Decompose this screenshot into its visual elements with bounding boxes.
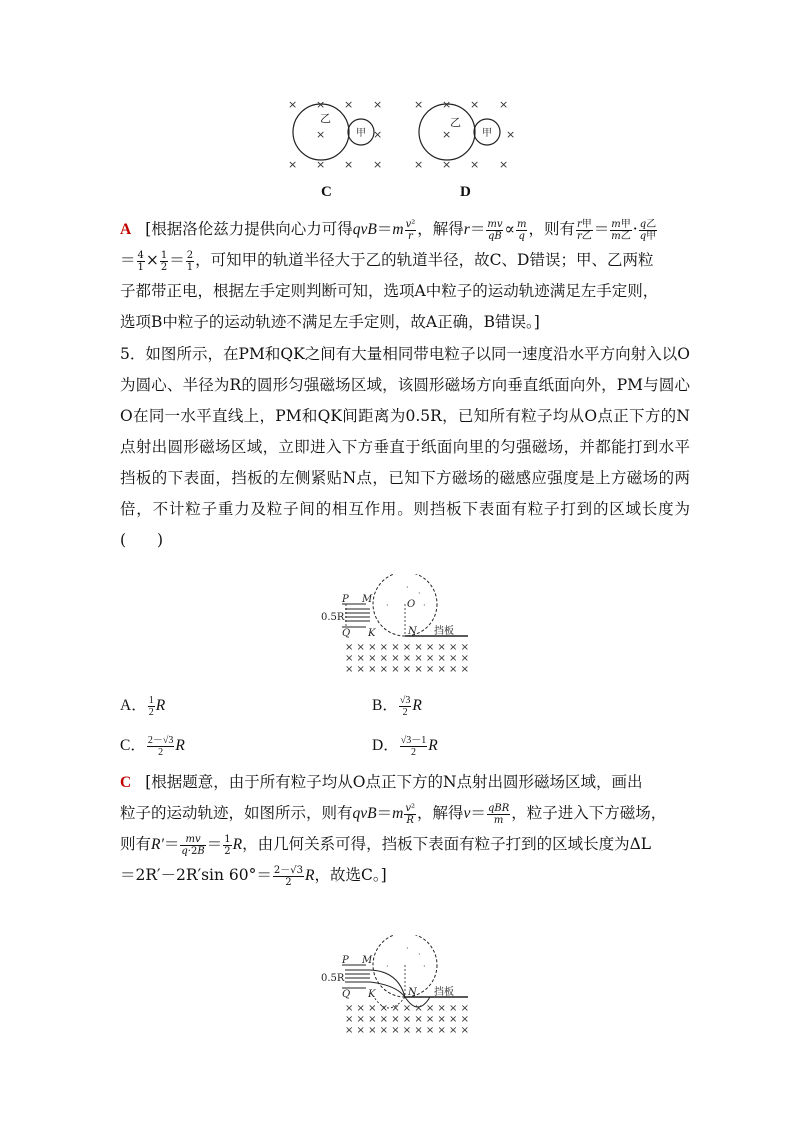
label-yi: 乙 bbox=[450, 116, 461, 129]
svg-text:×: × bbox=[288, 158, 298, 171]
svg-text:×: × bbox=[288, 98, 298, 111]
svg-text:×: × bbox=[344, 98, 354, 111]
svg-text:·: · bbox=[423, 962, 426, 971]
label-board: 挡板 bbox=[434, 626, 454, 637]
svg-text:×: × bbox=[344, 158, 354, 171]
svg-text:·: · bbox=[418, 950, 421, 959]
figure-c bbox=[280, 92, 400, 174]
label-o: O bbox=[407, 599, 416, 610]
label-q: Q bbox=[342, 628, 351, 639]
svg-text:×: × bbox=[316, 98, 326, 111]
svg-text:× × × × × × × × × × ×: × × × × × × × × × × × bbox=[345, 642, 469, 653]
label-n: N bbox=[408, 626, 417, 637]
answer-4: A [根据洛伦兹力提供向心力可得qvB＝m $\frac{\text{v²}}{r}$ ，解得r＝ $\frac{mv}{qB}$ ∝ $\frac{m}{q}$ ，则有 $\frac{\text{r甲}}{\text{r乙}}$ ＝ $\frac{\text{m甲}}{\text{m乙}}$ · $\frac{\text{q乙}}{\text{q甲}}$ ＝ $\frac{4}{1}$ × $\frac{1}{2}$ ＝ $\frac{2}{1}$ ，可知甲的轨道半径大于乙的轨道半径，故C、D错误；甲、乙两粒 子都带正电，根据左手定则判断可知，选项A中粒子的运动轨迹满足左手定则， 选项B中粒子的运动轨迹不满足左手定则，故A正确，B错误。] bbox=[120, 218, 659, 331]
svg-text:×: × bbox=[316, 158, 326, 171]
answer-5: C [根据题意，由于所有粒子均从O点正下方的N点射出圆形磁场区域，画出 粒子的运动轨迹，如图所示，则有qvB＝m $\frac{\text{v²}}{R}$ ，解得v＝ $\frac{\text{qBR}}{m}$ ，粒子进入下方磁场， 则有R′＝ $\frac{mv}{q\cdot 2B}$ ＝ $\frac{1}{2}$ R，由几何关系可得，挡板下表面有粒子打到的区域长度为ΔL ＝2R′－2R′sin 60°＝ $\frac{2-√3}{2}$ R，故选C。] bbox=[120, 773, 667, 888]
svg-text:×: × bbox=[316, 128, 326, 141]
figure-5 bbox=[318, 574, 478, 674]
svg-text:×: × bbox=[442, 98, 452, 111]
figure-d-label: D bbox=[460, 184, 471, 200]
svg-text:挡板: 挡板 bbox=[434, 987, 454, 998]
svg-text:P: P bbox=[342, 955, 349, 966]
svg-text:× × × × × × × × × × ×: × × × × × × × × × × × bbox=[345, 653, 469, 664]
svg-text:×: × bbox=[414, 158, 424, 171]
svg-text:×: × bbox=[499, 158, 509, 171]
svg-text:·: · bbox=[386, 601, 389, 610]
svg-text:×: × bbox=[499, 98, 509, 111]
svg-text:·: · bbox=[406, 583, 409, 592]
svg-text:M: M bbox=[362, 955, 373, 966]
svg-text:×: × bbox=[373, 158, 383, 171]
option-a[interactable]: A． $\frac{1}{2}$ R bbox=[120, 694, 166, 718]
svg-text:×: × bbox=[506, 128, 516, 141]
label-m: M bbox=[362, 594, 373, 605]
label-jia: 甲 bbox=[482, 128, 492, 139]
svg-text:N: N bbox=[408, 987, 417, 998]
label-p: P bbox=[342, 594, 349, 605]
svg-text:×: × bbox=[470, 158, 480, 171]
svg-text:×: × bbox=[442, 128, 452, 141]
svg-text:×: × bbox=[373, 98, 383, 111]
svg-text:·: · bbox=[406, 944, 409, 953]
svg-text:×: × bbox=[470, 98, 480, 111]
svg-text:× × × × × × × × × × ×: × × × × × × × × × × × bbox=[345, 1014, 469, 1025]
option-d[interactable]: D． $\frac{√3-1}{2}$ R bbox=[372, 734, 438, 758]
svg-text:×: × bbox=[414, 98, 424, 111]
svg-text:0.5R: 0.5R bbox=[321, 973, 345, 984]
question-5: 5．如图所示，在PM和QK之间有大量相同带电粒子以同一速度沿水平方向射入以O为圆心、半径为R的圆形匀强磁场区域，该圆形磁场方向垂直纸面向外，PM与圆心O在同一水平直线上，PM和QK间距离为0.5R，已知所有粒子均从O点正下方的N点射出圆形磁场区域，立即进入下方垂直于纸面向里的匀强磁场，并都能打到水平挡板的下表面，挡板的左侧紧贴N点，已知下方磁场的磁感应强度是上方磁场的两倍，不计粒子重力及粒子间的相互作用。则挡板下表面有粒子打到的区域长度为( ) bbox=[120, 345, 690, 549]
svg-text:× × × × × × × × × × ×: × × × × × × × × × × × bbox=[345, 1003, 469, 1014]
label-k: K bbox=[368, 628, 376, 639]
label-yi: 乙 bbox=[320, 112, 331, 125]
label-jia: 甲 bbox=[356, 128, 366, 139]
label-half-r: 0.5R bbox=[321, 612, 345, 623]
figure-c-label: C bbox=[321, 184, 332, 200]
answer-5-letter: C bbox=[120, 774, 132, 791]
svg-text:K: K bbox=[368, 989, 376, 1000]
svg-text:× × × × × × × × × × ×: × × × × × × × × × × × bbox=[345, 664, 469, 674]
svg-text:×: × bbox=[373, 128, 383, 141]
svg-text:·: · bbox=[423, 601, 426, 610]
option-b[interactable]: B． $\frac{√3}{2}$ R bbox=[372, 694, 422, 718]
svg-text:× × × × × × × × × × ×: × × × × × × × × × × × bbox=[345, 1025, 469, 1035]
svg-text:·: · bbox=[386, 962, 389, 971]
svg-text:Q: Q bbox=[342, 989, 351, 1000]
answer-4-letter: A bbox=[120, 221, 132, 238]
figure-d bbox=[406, 92, 526, 174]
option-c[interactable]: C． $\frac{2-√3}{2}$ R bbox=[120, 734, 185, 758]
figure-5-solution bbox=[318, 935, 478, 1035]
svg-text:·: · bbox=[418, 589, 421, 598]
svg-text:×: × bbox=[442, 158, 452, 171]
